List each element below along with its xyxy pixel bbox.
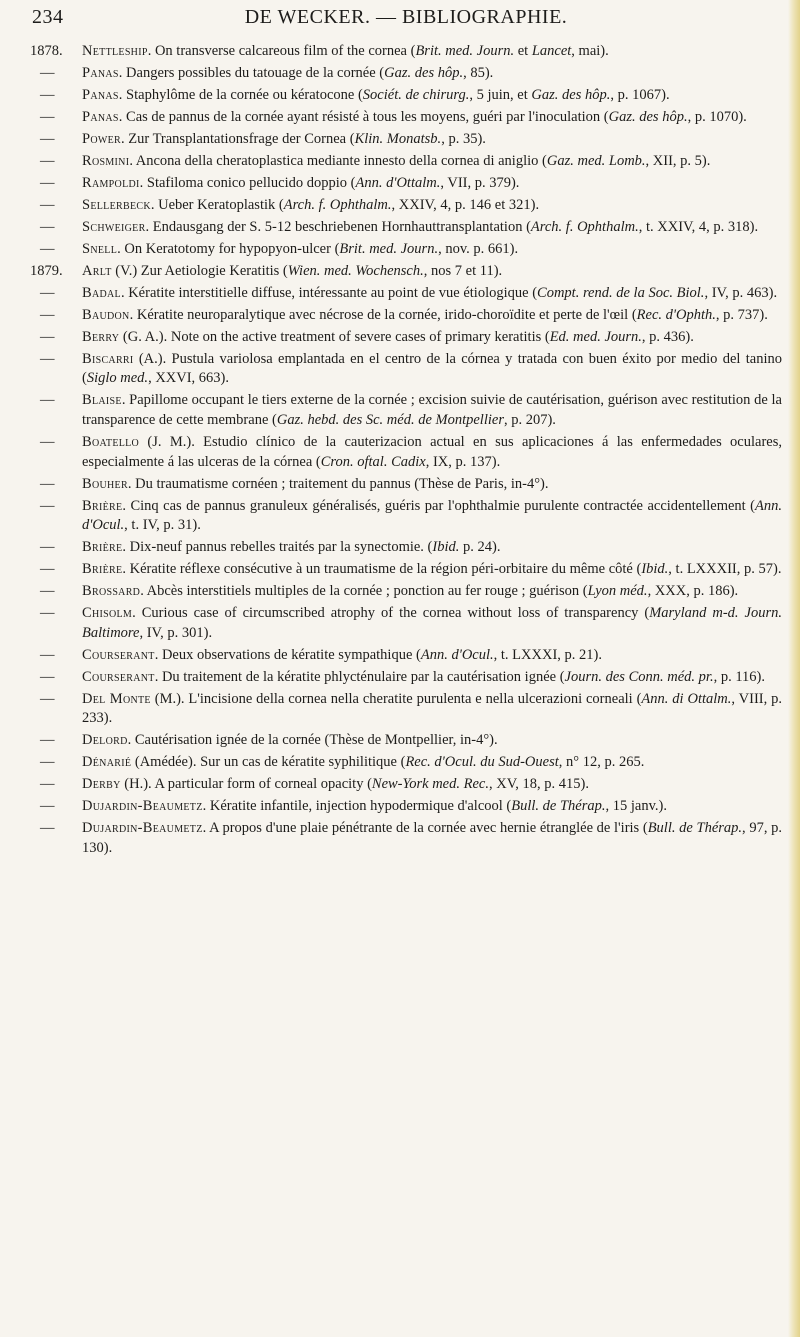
entry-text: . Stafiloma conico pellucido doppio ( (139, 174, 356, 191)
bibliography-entry (30, 240, 782, 260)
entry-text: . Kératite neuroparalytique avec nécrose de la cornée, irido-choroïdite et perte de l'œil ( (129, 306, 637, 323)
entry-text-2: , 5 juin, et (469, 86, 532, 103)
entry-text: (Amédée). Sur un cas de kératite syphilitique ( (131, 754, 406, 771)
entry-author: Courserant (82, 646, 155, 663)
entry-text-2: , VIII, p. 233). (82, 690, 783, 727)
entry-text: . Cautérisation ignée de la cornée (Thèse de Montpellier, in-4°). (127, 732, 498, 749)
entry-author: Arlt (82, 262, 112, 279)
entry-source: Sociét. de chirurg. (362, 86, 470, 103)
entry-text: . Deux observations de kératite sympathique ( (154, 646, 421, 663)
entry-text: (J. M.). Estudio clínico de la cauterizacion actual en sus aplicaciones á las enfermedades oculares, especialmente á las ulceras de la córnea ( (82, 433, 782, 470)
entry-text-2: , XXVI, 663). (148, 370, 230, 387)
entry-text-2: , p. 35). (441, 130, 486, 147)
entry-text: . Dangers possibles du tatouage de la cornée ( (118, 64, 385, 81)
entry-year: — (40, 218, 55, 235)
page-header (32, 6, 780, 36)
entry-year: — (40, 605, 55, 622)
entry-source: Arch. f. Ophthalm. (283, 196, 392, 213)
entry-text: . Du traitement de la kératite phlycténulaire par la cautérisation ignée ( (154, 668, 565, 685)
entry-text-2: et (514, 43, 532, 59)
bibliography-entry (30, 262, 782, 282)
entry-year: — (40, 820, 55, 837)
entry-text-2: , IV, p. 463). (704, 284, 778, 301)
entry-text: (M.). L'incisione della cornea nella cheratite purulenta e nella ulcerazioni corneali ( (150, 690, 642, 707)
entry-text: (V.) Zur Aetiologie Keratitis ( (111, 262, 288, 279)
entry-year: 1878. (30, 43, 63, 59)
entry-text: (G. A.). Note on the active treatment of severe cases of primary keratitis ( (119, 328, 550, 345)
entry-text-2: , p. 207). (503, 411, 556, 428)
entry-author: Badal (82, 284, 121, 301)
entry-year: — (40, 350, 55, 367)
entry-year: — (40, 328, 55, 345)
entry-text: . Du traumatisme cornéen ; traitement du pannus (Thèse de Paris, in-4°). (127, 475, 549, 492)
entry-author: Brière (82, 561, 123, 578)
bibliography-entry (30, 690, 782, 729)
entry-source: Compt. rend. de la Soc. Biol. (537, 284, 705, 301)
page-number: 234 (32, 6, 64, 28)
entry-author: Chisolm (82, 605, 133, 622)
bibliography-entry (30, 306, 782, 326)
entry-source: Brit. med. Journ. (339, 240, 439, 257)
entry-year: — (40, 497, 55, 514)
bibliography-entry (30, 152, 782, 172)
entry-author: Sellerbeck (82, 196, 151, 213)
bibliography-entry (30, 64, 782, 84)
entry-text: . On Keratotomy for hypopyon-ulcer ( (117, 240, 340, 257)
entry-text-2: , VII, p. 379). (440, 174, 520, 191)
entry-text: . Cinq cas de pannus granuleux généralisés, guéris par l'ophthalmie purulente contractée accidentellement ( (122, 497, 756, 514)
entry-author: Power (82, 130, 122, 147)
bibliography-entry (30, 538, 782, 558)
bibliography-entry (30, 819, 782, 858)
entry-year: — (40, 433, 55, 450)
entry-author: Panas (82, 64, 119, 81)
bibliography-entry (30, 284, 782, 304)
entry-author: Del Monte (82, 690, 151, 707)
bibliography-entry (30, 350, 782, 389)
running-title: DE WECKER. — BIBLIOGRAPHIE. (244, 6, 568, 28)
entry-author: Rampoldi (82, 174, 140, 191)
bibliography-entry (30, 475, 782, 495)
entry-text-2: , nov. p. 661). (438, 240, 519, 257)
entry-source: Bull. de Thérap. (647, 820, 743, 837)
bibliography-entry (30, 753, 782, 773)
entry-author: Brière (82, 539, 123, 556)
entry-text: . Cas de pannus de la cornée ayant résisté à tous les moyens, guéri par l'inoculation ( (118, 108, 609, 125)
entry-year: — (40, 284, 55, 301)
entry-source: Ed. med. Journ. (549, 328, 642, 345)
entry-year: — (40, 646, 55, 663)
bibliography-entry (30, 218, 782, 238)
entry-text-2: p. 24). (459, 539, 501, 556)
bibliography-entries (30, 42, 782, 861)
entry-text: . Staphylôme de la cornée ou kératocone ( (118, 86, 363, 103)
entry-source: Journ. des Conn. méd. pr. (564, 668, 714, 685)
bibliography-entry (30, 497, 782, 536)
entry-source: Wien. med. Wochensch. (287, 262, 424, 279)
entry-text-2: , 97, p. 130). (82, 820, 783, 856)
entry-year: — (40, 152, 55, 169)
entry-year: — (40, 776, 55, 793)
entry-text: . Abcès interstitiels multiples de la cornée ; ponction au fer rouge ; guérison ( (140, 583, 588, 600)
entry-text-2: , t. XXIV, 4, p. 318). (638, 218, 759, 235)
bibliography-entry (30, 108, 782, 128)
entry-text-2: , IX, p. 137). (425, 453, 501, 470)
entry-source: Lyon méd. (587, 583, 648, 600)
bibliography-entry (30, 797, 782, 817)
entry-year: — (40, 798, 55, 815)
entry-year: — (40, 174, 55, 191)
entry-author: Derby (82, 776, 121, 793)
entry-text: . Kératite infantile, injection hypodermique d'alcool ( (202, 798, 512, 815)
entry-author: Rosmini (82, 152, 130, 169)
entry-year: — (40, 539, 55, 556)
entry-author: Panas (82, 86, 119, 103)
entry-text: (A.). Pustula variolosa emplantada en el centro de la córnea y tratada con buen éxito por medio del tanino ( (82, 350, 782, 387)
bibliography-entry (30, 775, 782, 795)
entry-text: . Zur Transplantationsfrage der Cornea ( (121, 130, 355, 147)
bibliography-entry (30, 130, 782, 150)
entry-author: Snell (82, 240, 118, 257)
entry-source: New-York med. Rec. (371, 776, 489, 793)
bibliography-entry (30, 646, 782, 666)
entry-year: — (40, 392, 55, 409)
entry-source-2: Lancet (531, 43, 572, 59)
entry-year: — (40, 108, 55, 125)
entry-year: — (40, 196, 55, 213)
entry-text: . Curious case of circumscribed atrophy of the cornea without loss of transparency ( (132, 605, 650, 622)
bibliography-entry (30, 560, 782, 580)
entry-text-3: , p. 1067). (610, 86, 670, 103)
entry-author: Nettleship (82, 43, 148, 59)
entry-text: . Papillome occupant le tiers externe de la cornée ; excision suivie de cautérisation, guérison avec restitution de la transparence de cette membrane ( (82, 392, 782, 428)
entry-author: Baudon (82, 306, 130, 323)
entry-text-2: , t. LXXXII, p. 57). (668, 561, 782, 578)
entry-author: Panas (82, 108, 119, 125)
bibliography-entry (30, 668, 782, 688)
entry-text: . A propos d'une plaie pénétrante de la cornée avec hernie étranglée de l'iris ( (202, 820, 648, 837)
bibliography-entry (30, 731, 782, 751)
entry-author: Brossard (82, 583, 141, 600)
entry-source: Maryland m-d. Journ. Baltimore (82, 605, 782, 641)
entry-author: Berry (82, 328, 120, 345)
entry-text-2: , IV, p. 301). (139, 624, 213, 641)
bibliography-entry (30, 328, 782, 348)
entry-author: Brière (82, 497, 123, 514)
entry-year: — (40, 306, 55, 323)
entry-text-2: , XXX, p. 186). (647, 583, 739, 600)
bibliography-entry (30, 42, 782, 62)
entry-author: Biscarri (82, 350, 134, 367)
entry-year: — (40, 668, 55, 685)
entry-year: — (40, 732, 55, 749)
entry-source: Ibid. (641, 561, 669, 578)
bibliography-entry (30, 604, 782, 643)
entry-source: Bull. de Thérap. (511, 798, 606, 815)
entry-year: — (40, 240, 55, 257)
entry-year: — (40, 130, 55, 147)
entry-source: Rec. d'Ocul. du Sud-Ouest (405, 754, 559, 771)
bibliography-entry (30, 391, 782, 430)
entry-source: Rec. d'Ophth. (636, 306, 716, 323)
entry-year: — (40, 64, 55, 81)
entry-source: Arch. f. Ophthalm. (530, 218, 639, 235)
entry-source: Gaz. des hôp. (608, 108, 688, 125)
entry-text: . Endausgang der S. 5-12 beschriebenen Hornhauttransplantation ( (145, 218, 531, 235)
entry-source: Klin. Monatsb. (354, 130, 442, 147)
entry-source: Ann. di Ottalm. (641, 690, 732, 707)
entry-source: Cron. oftal. Cadix (320, 453, 426, 470)
entry-text-2: , p. 737). (715, 306, 768, 323)
entry-text-2: , nos 7 et 11). (423, 262, 503, 279)
entry-year: — (40, 690, 55, 707)
entry-source: Ann. d'Ottalm. (355, 174, 441, 191)
entry-author: Dujardin-Beaumetz (82, 820, 203, 837)
entry-text-2: , n° 12, p. 265. (558, 754, 645, 771)
entry-text-2: , XII, p. 5). (645, 152, 711, 169)
entry-text: . On transverse calcareous film of the cornea ( (147, 43, 416, 59)
bibliography-entry (30, 433, 782, 472)
entry-year: — (40, 86, 55, 103)
entry-source: Gaz. hebd. des Sc. méd. de Montpellier (276, 411, 504, 428)
entry-text-2: , t. LXXXI, p. 21). (493, 646, 602, 663)
entry-text-2: , p. 436). (641, 328, 694, 345)
entry-source: Brit. med. Journ. (415, 43, 515, 59)
entry-text: . Kératite interstitielle diffuse, intéressante au point de vue étiologique ( (120, 284, 538, 301)
entry-author: Dénarié (82, 754, 132, 771)
bibliography-entry (30, 582, 782, 602)
entry-text-2: , p. 116). (713, 668, 765, 685)
entry-text-3: , mai). (571, 43, 609, 59)
page-edge (788, 0, 800, 1337)
entry-author: Schweiger (82, 218, 146, 235)
entry-author: Courserant (82, 668, 155, 685)
entry-author: Dujardin-Beaumetz (82, 798, 203, 815)
entry-text: (H.). A particular form of corneal opacity ( (120, 776, 372, 793)
entry-source: Gaz. des hôp. (384, 64, 464, 81)
entry-author: Boatello (82, 433, 140, 450)
entry-text: . Ueber Keratoplastik ( (150, 196, 284, 213)
entry-author: Blaise (82, 392, 122, 409)
entry-year: 1879. (30, 262, 63, 279)
entry-year: — (40, 754, 55, 771)
bibliography-entry (30, 174, 782, 194)
entry-source: Siglo med. (86, 370, 149, 387)
entry-text: . Dix-neuf pannus rebelles traités par la synectomie. ( (122, 539, 433, 556)
entry-source: Ann. d'Ocul. (82, 497, 782, 534)
entry-year: — (40, 561, 55, 578)
entry-text-2: , 85). (463, 64, 494, 81)
entry-text-2: , XXIV, 4, p. 146 et 321). (391, 196, 540, 213)
entry-text-2: , 15 janv.). (605, 798, 667, 815)
entry-text-2: , p. 1070). (687, 108, 747, 125)
entry-year: — (40, 475, 55, 492)
entry-source: Ann. d'Ocul. (420, 646, 494, 663)
entry-source: Ibid. (432, 539, 460, 556)
bibliography-entry (30, 86, 782, 106)
entry-text-2: , XV, 18, p. 415). (488, 776, 589, 793)
entry-text: . Ancona della cheratoplastica mediante innesto della cornea di aniglio ( (129, 152, 547, 169)
entry-text: . Kératite réflexe consécutive à un traumatisme de la région péri-orbitaire du même côté ( (122, 561, 642, 578)
bibliography-entry (30, 196, 782, 216)
entry-year: — (40, 583, 55, 600)
entry-author: Delord (82, 732, 128, 749)
entry-text-2: , t. IV, p. 31). (124, 517, 201, 534)
entry-author: Bouher (82, 475, 128, 492)
entry-source: Gaz. med. Lomb. (546, 152, 646, 169)
entry-source-2: Gaz. des hôp. (531, 86, 611, 103)
